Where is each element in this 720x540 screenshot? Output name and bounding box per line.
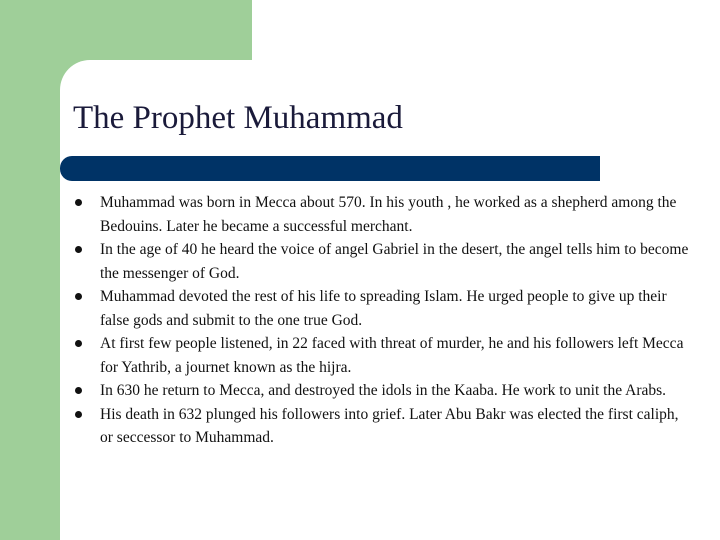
bullet-text: In 630 he return to Mecca, and destroyed the idols in the Kaaba. He work to unit the Arabs. [100,382,667,399]
bullet-item [73,379,693,403]
bullet-item [73,332,693,379]
bullet-dot-icon [75,411,82,418]
bullet-list [73,191,693,450]
bullet-dot-icon [75,293,82,300]
bullet-item [73,285,693,332]
bullet-text: At first few people listened, in 22 faced with threat of murder, he and his followers left Mecca for Yathrib, a journet known as the hijra. [100,335,684,376]
bullet-text: His death in 632 plunged his followers into grief. Later Abu Bakr was elected the first caliph, or seccessor to Muhammad. [100,405,679,446]
bullet-text: Muhammad devoted the rest of his life to spreading Islam. He urged people to give up their false gods and submit to the one true God. [100,288,667,329]
bullet-text: In the age of 40 he heard the voice of angel Gabriel in the desert, the angel tells him to become the messenger of God. [100,241,689,282]
title-underline-bar [60,156,600,181]
bullet-item [73,403,693,450]
slide-title: The Prophet Muhammad [73,100,403,136]
bullet-dot-icon [75,199,82,206]
decorative-green-strip-left [0,0,60,540]
bullet-dot-icon [75,387,82,394]
bullet-text: Muhammad was born in Mecca about 570. In his youth , he worked as a shepherd among the Bedouins. Later he became a successful merchant. [100,194,677,235]
bullet-dot-icon [75,246,82,253]
bullet-item [73,238,693,285]
bullet-item [73,191,693,238]
bullet-dot-icon [75,340,82,347]
